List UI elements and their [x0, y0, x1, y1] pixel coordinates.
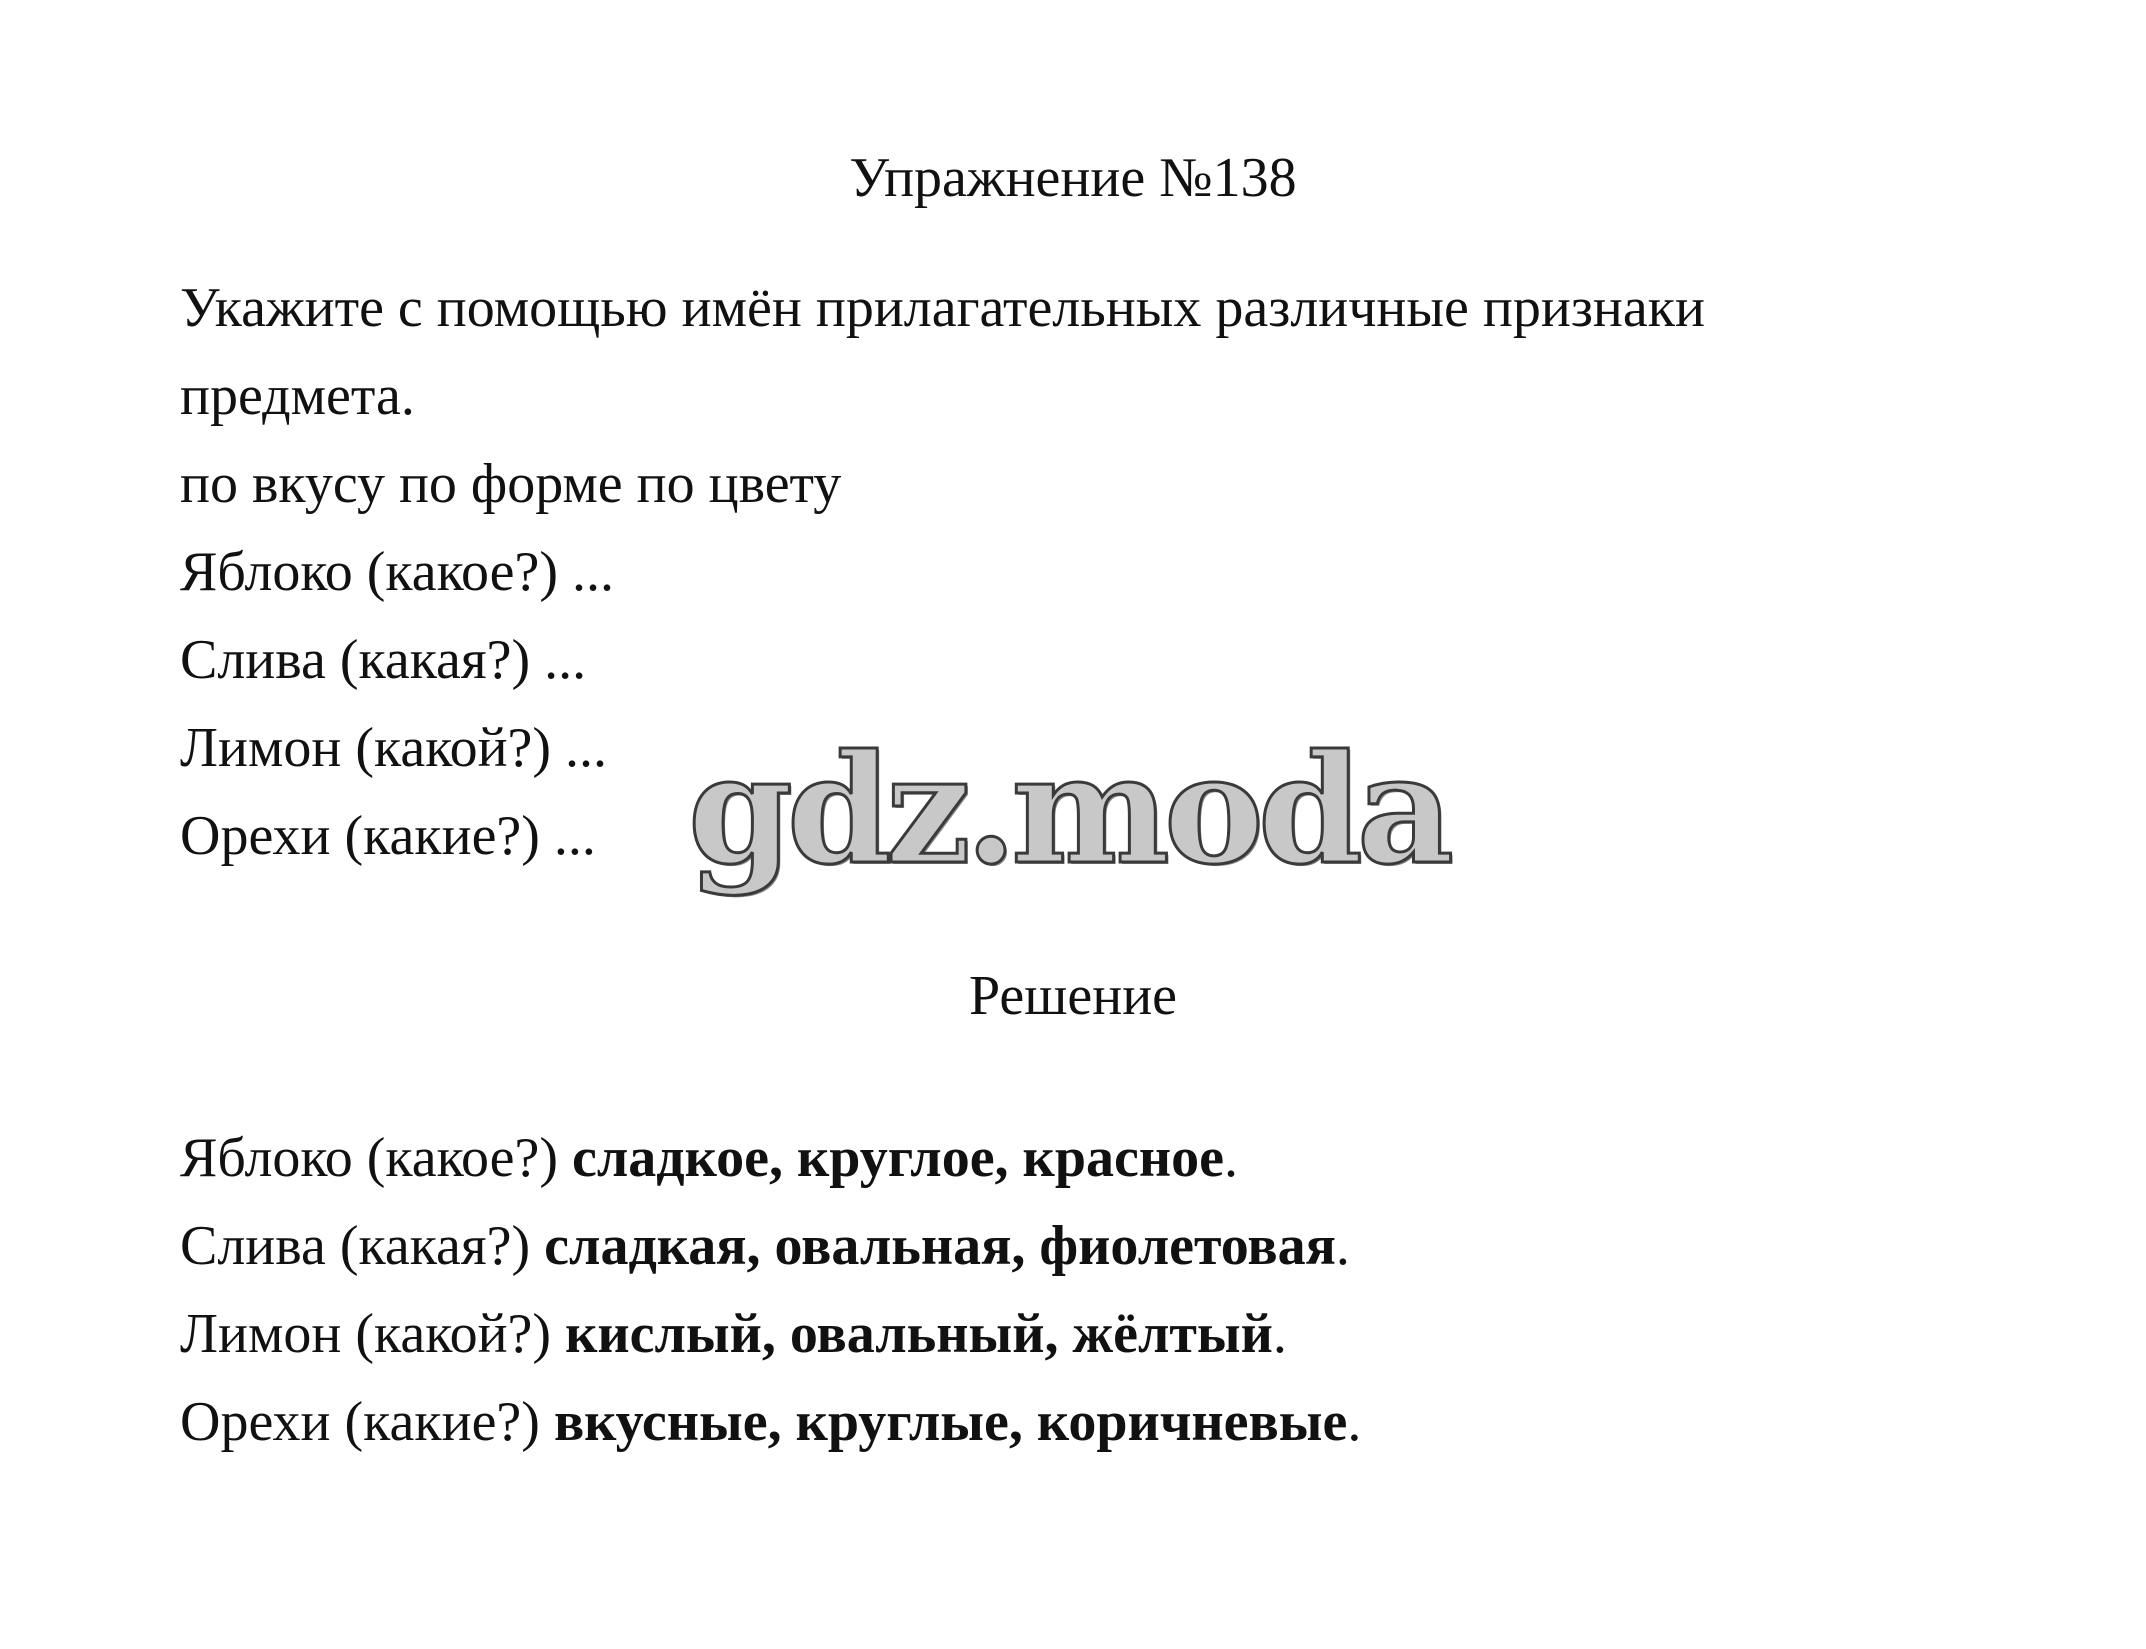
task-item-apple: Яблоко (какое?) ...	[180, 541, 615, 603]
answer-row-nuts	[180, 1391, 1362, 1453]
answer-text: кислый, овальный, жёлтый	[565, 1303, 1273, 1365]
categories-line: по вкусу по форме по цвету	[180, 453, 842, 515]
instruction-line-2: предмета.	[180, 365, 415, 427]
answer-suffix: .	[1223, 1127, 1238, 1189]
answer-prefix: Яблоко (какое?)	[180, 1127, 573, 1189]
answer-prefix: Орехи (какие?)	[180, 1391, 554, 1453]
task-item-plum: Слива (какая?) ...	[180, 629, 587, 691]
answer-suffix: .	[1272, 1303, 1287, 1365]
answer-text: сладкое, круглое, красное	[572, 1127, 1224, 1189]
answer-prefix: Слива (какая?)	[180, 1215, 545, 1277]
answer-suffix: .	[1335, 1215, 1350, 1277]
answer-suffix: .	[1347, 1391, 1362, 1453]
task-item-lemon: Лимон (какой?) ...	[180, 717, 608, 779]
solution-heading: Решение	[968, 965, 1178, 1027]
exercise-title: Упражнение №138	[849, 147, 1297, 209]
answer-row-lemon	[180, 1303, 1287, 1365]
answer-prefix: Лимон (какой?)	[180, 1303, 566, 1365]
watermark-logo: gdz.moda	[688, 722, 1449, 898]
answer-text: вкусные, круглые, коричневые	[553, 1391, 1348, 1453]
task-item-nuts: Орехи (какие?) ...	[180, 805, 596, 867]
answer-row-apple	[180, 1127, 1238, 1189]
answer-row-plum	[180, 1215, 1350, 1277]
instruction-line-1: Укажите с помощью имён прилагательных различные признаки	[180, 277, 1705, 339]
answer-text: сладкая, овальная, фиолетовая	[544, 1215, 1336, 1277]
